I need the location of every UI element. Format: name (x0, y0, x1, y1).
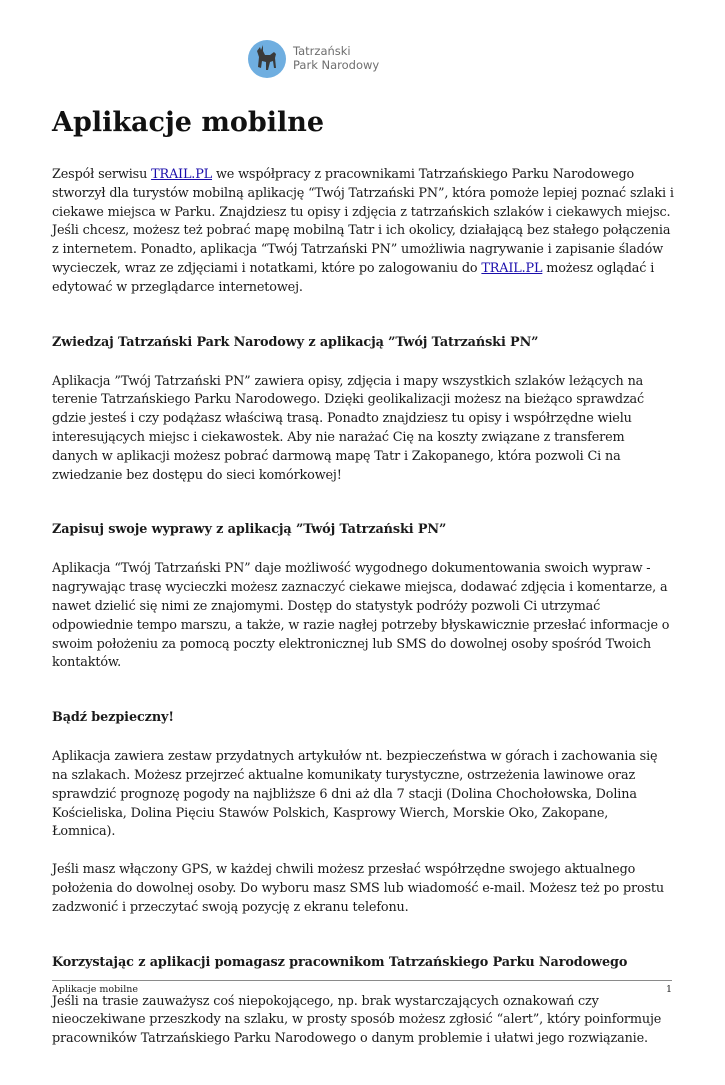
intro-text-2: we współpracy z pracownikami Tatrzańskiego Parku Narodowego stworzył dla turystów mobilną aplikację “Twój Tatrzański PN”, która pomoże lepiej poznać szlaki i ciekawe miejsca w Parku. Znajdziesz tu opisy i zdjęcia z tatrzańskich szlaków i ciekawych miejsc. Jeśli chcesz, możesz też pobrać mapę mobilną Tatr i ich okolicy, działającą bez stałego połączenia z internetem. Ponadto, aplikacja “Twój Tatrzański PN” umożliwia nagrywanie i zapisanie śladów wycieczek, wraz ze zdjęciami i notatkami, które po zalogowaniu do (52, 167, 674, 276)
section-paragraph-zapisuj: Aplikacja “Twój Tatrzański PN” daje możliwość wygodnego dokumentowania swoich wypraw - nagrywając trasę wycieczki możesz zaznaczyć ciekawe miejsca, dodawać zdjęcia i komentarze, a nawet dzielić się nimi ze znajomymi. Dostęp do statystyk podróży pozwoli Ci utrzymać odpowiednie tempo marszu, a także, w razie nagłej potrzeby błyskawicznie przesłać informacje o swoim położeniu za pomocą poczty elektronicznej lub SMS do dowolnej osoby spośród Twoich kontaktów. (52, 561, 670, 671)
page-footer (52, 980, 672, 996)
page-number: 1 (665, 984, 672, 995)
section-heading-bezpieczny: Bądź bezpieczny! (52, 710, 174, 726)
tpn-logo (246, 37, 379, 79)
trail-pl-link[interactable]: TRAIL.PL (151, 167, 213, 182)
logo-line2: Park Narodowy (293, 58, 380, 72)
section-paragraph-zwiedzaj: Aplikacja ”Twój Tatrzański PN” zawiera opisy, zdjęcia i mapy wszystkich szlaków leżących na terenie Tatrzańskiego Parku Narodowego. Dzięki geolikalizacji możesz na bieżąco sprawdzać gdzie jesteś i czy podążasz właściwą trasą. Ponadto znajdziesz tu opisy i współrzędne wielu interesujących miejsc i ciekawostek. Aby nie narażać Cię na koszty związane z transferem danych w aplikacji możesz pobrać darmową mapę Tatr i Zakopanego, która pozwoli Ci na zwiedzanie bez dostępu do sieci komórkowej! (52, 373, 645, 483)
tpn-chamois-logo-icon (246, 37, 288, 79)
article (52, 105, 674, 1085)
intro-text-1: Zespół serwisu (52, 167, 152, 182)
section-paragraph-bezpieczny-1: Aplikacja zawiera zestaw przydatnych artykułów nt. bezpieczeństwa w górach i zachowania się na szlakach. Możesz przejrzeć aktualne komunikaty turystyczne, ostrzeżenia lawinowe oraz sprawdzić prognozę pogody na najbliższe 6 dni aż dla 7 stacji (Dolina Chochołowska, Dolina Kościeliska, Dolina Pięciu Stawów Polskich, Kasprowy Wierch, Morskie Oko, Zakopane, Łomnica). (52, 749, 658, 840)
footer-title: Aplikacje mobilne (52, 984, 138, 995)
trail-pl-link-2[interactable]: TRAIL.PL (481, 260, 543, 276)
section-heading-zwiedzaj: Zwiedzaj Tatrzański Park Narodowy z aplikacją ”Twój Tatrzański PN” (52, 334, 539, 350)
logo-line1: Tatrzański (293, 44, 351, 58)
page-title: Aplikacje mobilne (52, 107, 325, 138)
intro-text-3: możesz oglądać i edytować w przeglądarce internetowej. (52, 260, 655, 295)
section-paragraph-pomagasz: Jeśli na trasie zauważysz coś niepokojącego, np. brak wystarczających oznakowań czy nieoczekiwane przeszkody na szlaku, w prosty sposób możesz zgłosić “alert”, który poinformuje pracowników Tatrzańskiego Parku Narodowego o danym problemie i ułatwi jego rozwiązanie. (52, 993, 662, 1047)
section-heading-pomagasz: Korzystając z aplikacji pomagasz pracownikom Tatrzańskiego Parku Narodowego (52, 954, 628, 970)
intro-paragraph (52, 166, 674, 298)
section-heading-zapisuj: Zapisuj swoje wyprawy z aplikacją ”Twój Tatrzański PN” (52, 522, 447, 538)
section-paragraph-bezpieczny-2: Jeśli masz włączony GPS, w każdej chwili możesz przesłać współrzędne swojego aktualnego położenia do dowolnej osoby. Do wyboru masz SMS lub wiadomość e-mail. Możesz też po prostu zadzwonić i przeczytać swoją pozycję z ekranu telefonu. (52, 862, 665, 915)
